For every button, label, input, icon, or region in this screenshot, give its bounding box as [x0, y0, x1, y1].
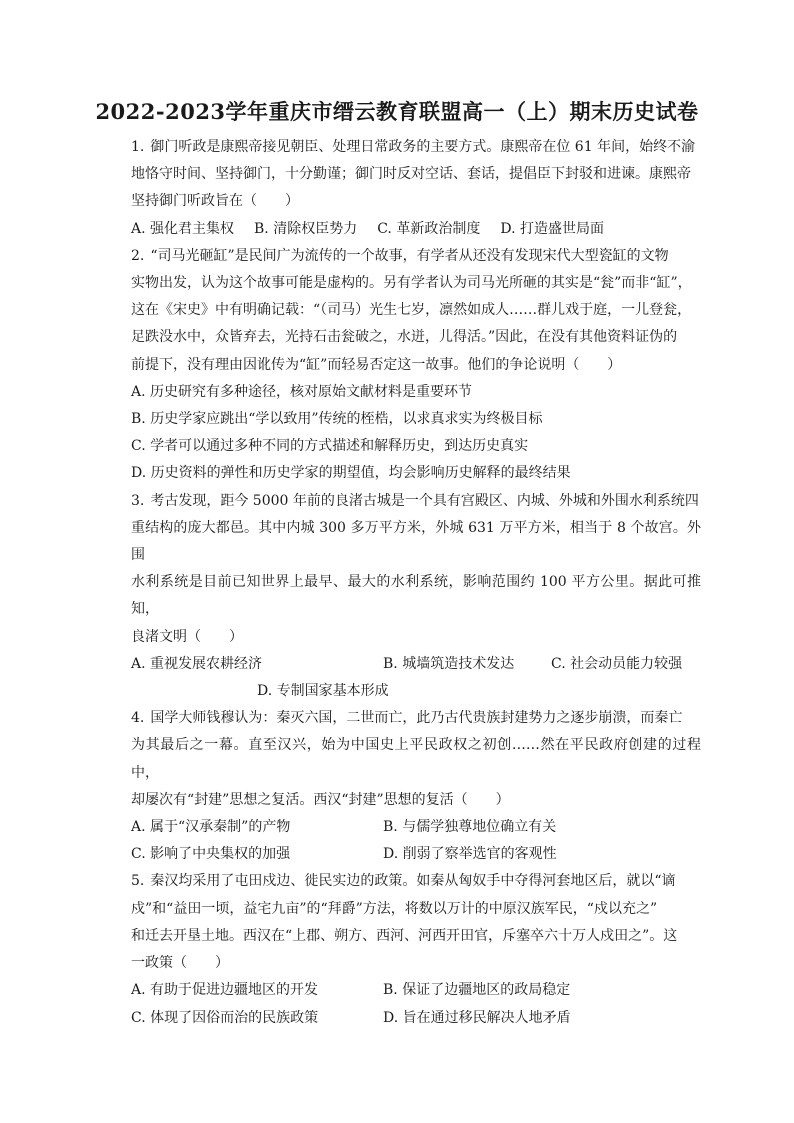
- question-text-line: 水利系统是目前已知世界上最早、最大的水利系统，影响范围约 100 平方公里。据此可推知，: [131, 574, 701, 618]
- options-row: [131, 651, 701, 678]
- option-a: A. 重视发展农耕经济: [131, 655, 263, 672]
- question-4: [131, 705, 701, 868]
- question-3: [131, 488, 701, 706]
- question-text-line: 秦汉均采用了屯田戍边、徙民实边的政策。如秦从匈奴手中夺得河套地区后，就以“谪: [150, 873, 676, 890]
- option-c: C. 体现了因俗而治的民族政策: [131, 1009, 319, 1026]
- option-c: C. 学者可以通过多种不同的方式描述和解释历史，到达历史真实: [131, 438, 529, 455]
- question-text-line: 为其最后之一幕。直至汉兴，始为中国史上平民政权之初创……然在平民政府创建的过程中，: [131, 737, 701, 781]
- option-b: B. 城墙筑造技术发达: [383, 655, 515, 672]
- question-text-line: 足跌没水中，众皆弃去，光持石击瓮破之，水迸，儿得活。”因此，在没有其他资料证伪的: [131, 329, 678, 346]
- option-b: B. 清除权臣势力: [254, 220, 358, 237]
- question-text-line: 一政策（ ）: [131, 955, 229, 972]
- options-row: [131, 814, 701, 841]
- options-row: [131, 977, 701, 1004]
- options-row: [131, 1005, 701, 1032]
- question-text-line: 和迁去开垦土地。西汉在“上郡、朔方、西河、河西开田官，斥塞卒六十万人戍田之”。这: [131, 927, 678, 944]
- question-number: 4.: [131, 710, 145, 727]
- exam-title: 2022-2023学年重庆市缙云教育联盟高一（上）期末历史试卷: [95, 99, 699, 124]
- question-text-line: 实物出发，认为这个故事可能是虚构的。另有学者认为司马光所砸的其实是“瓮”而非“缸”，: [131, 275, 692, 292]
- option-b: B. 历史学家应跳出“学以致用”传统的桎梏，以求真求实为终极目标: [131, 411, 543, 428]
- question-list: [131, 134, 701, 1032]
- question-text-line: 考古发现，距今 5000 年前的良渚古城是一个具有宫殿区、内城、外城和外围水利系统四: [150, 492, 699, 509]
- question-number: 1.: [131, 139, 145, 155]
- option-d: D. 专制国家基本形成: [257, 683, 389, 700]
- question-text-line: 却屡次有“封建”思想之复活。西汉“封建”思想的复活（ ）: [131, 791, 510, 808]
- option-a: A. 属于“汉承秦制”的产物: [131, 819, 291, 836]
- question-1: [131, 134, 701, 243]
- question-number: 3.: [131, 492, 145, 509]
- question-text-line: 戍”和“益田一顷，益宅九亩”的“拜爵”方法，将数以万计的中原汉族军民，“戍以充之”: [131, 900, 658, 917]
- option-d: D. 削弱了察举选官的客观性: [383, 846, 557, 863]
- option-c: C. 社会动员能力较强: [551, 655, 683, 672]
- question-text-line: 良渚文明（ ）: [131, 628, 243, 645]
- option-c: C. 革新政治制度: [377, 220, 481, 237]
- option-a: A. 强化君主集权: [131, 220, 235, 237]
- question-number: 2.: [131, 247, 145, 264]
- question-number: 5.: [131, 873, 145, 890]
- question-text-line: 地恪守时间、坚持御门，十分勤谨；御门时反对空话、套话，提倡臣下封驳和进谏。康熙帝: [131, 166, 691, 183]
- question-text-line: 坚持御门听政旨在（ ）: [131, 193, 299, 210]
- question-text-line: 重结构的庞大都邑。其中内城 300 多万平方米，外城 631 万平方米，相当于 8 个故宫。外围: [131, 519, 701, 564]
- question-text-line: 御门听政是康熙帝接见朝臣、处理日常政务的主要方式。康熙帝在位 61 年间，始终不渝: [150, 139, 696, 155]
- option-a: A. 历史研究有多种途径，核对原始文献材料是重要环节: [131, 383, 473, 400]
- options-row: [131, 216, 701, 243]
- option-d: D. 历史资料的弹性和历史学家的期望值，均会影响历史解释的最终结果: [131, 465, 571, 482]
- question-2: [131, 243, 701, 488]
- option-a: A. 有助于促进边疆地区的开发: [131, 982, 319, 999]
- options-row: [131, 678, 701, 705]
- option-d: D. 旨在通过移民解决人地矛盾: [383, 1009, 571, 1026]
- option-c: C. 影响了中央集权的加强: [131, 846, 291, 863]
- question-5: [131, 868, 701, 1031]
- question-text-line: “司马光砸缸”是民间广为流传的一个故事，有学者从还没有发现宋代大型瓷缸的文物: [150, 247, 669, 264]
- options-row: [131, 841, 701, 868]
- question-text-line: 前提下，没有理由因讹传为“缸”而轻易否定这一故事。他们的争论说明（ ）: [131, 356, 622, 373]
- option-b: B. 与儒学独尊地位确立有关: [383, 819, 557, 836]
- question-text-line: 这在《宋史》中有明确记载：“（司马）光生七岁，凛然如成人……群儿戏于庭，一儿登瓮，: [131, 302, 692, 319]
- option-d: D. 打造盛世局面: [500, 220, 604, 237]
- option-b: B. 保证了边疆地区的政局稳定: [383, 982, 571, 999]
- question-text-line: 国学大师钱穆认为：秦灭六国，二世而亡，此乃古代贵族封建势力之逐步崩溃，而秦亡: [150, 710, 683, 727]
